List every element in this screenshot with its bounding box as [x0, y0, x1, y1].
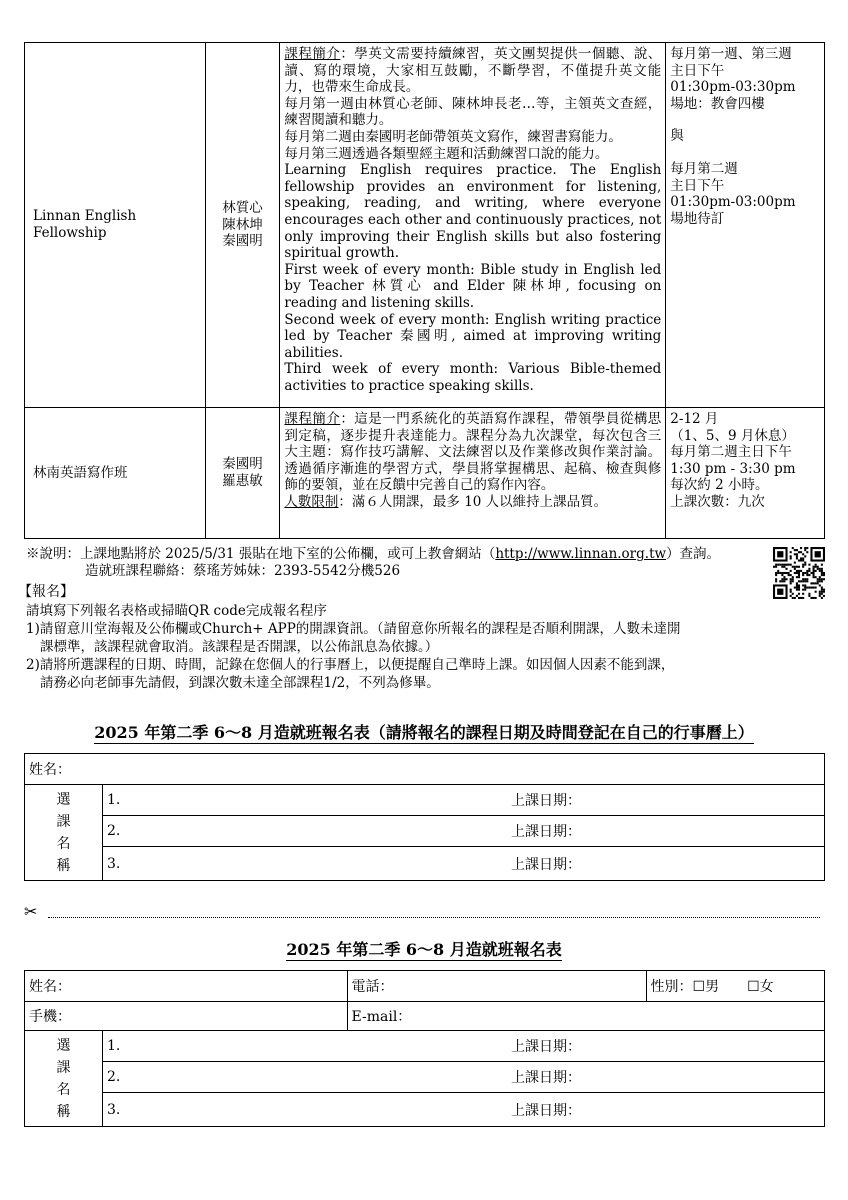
- limit-text: ：滿６人開課，最多 10 人以維持上課品質。: [338, 493, 608, 510]
- instruction-line: 2)請將所選課程的日期、時間，記錄在您個人的行事曆上，以便提醒自己準時上課。如因個人因素不能到課，: [26, 657, 675, 673]
- desc-line: 每月第一週由林質心老師、陳林坤長老…等，主領英文查經，練習閱讀和聽力。: [284, 95, 662, 129]
- desc-line: Third week of every month: Various Bible-themed activities to practice speaking skills.: [284, 361, 662, 394]
- teacher-name: 羅惠敏: [222, 473, 263, 489]
- signup-intro: 請填寫下列報名表格或掃瞄QR code完成報名程序: [26, 603, 327, 619]
- phone-field[interactable]: 電話：: [347, 971, 646, 1002]
- desc-line: Learning English requires practice. The English fellowship provides an environment for listening, speaking, reading, and writing, where everyone encourages each other and continuously practices, not only improving their English skills but also fostering spiritual growth.: [284, 162, 662, 262]
- schedule-line: 場地待訂: [670, 210, 725, 227]
- schedule-line: 每月第一週、第三週: [670, 46, 792, 62]
- dotted-divider: [48, 917, 820, 918]
- cut-line: [24, 902, 820, 923]
- schedule-line: 每月第二週: [670, 160, 738, 177]
- schedule-line: 主日下午: [670, 62, 725, 79]
- date-label: 上課日期：: [511, 793, 581, 809]
- desc-intro: ：學英文需要持續練習，英文團契提供一個聽、說、讀、寫的環境，大家相互鼓勵，不斷學習，不僅提升英文能力，也帶來生命成長。: [284, 46, 662, 96]
- course-table: [24, 42, 825, 539]
- schedule-line: 01:30pm-03:00pm: [670, 194, 796, 211]
- course-schedule: [666, 408, 825, 539]
- desc-label: 課程簡介: [284, 46, 341, 62]
- course-row-field[interactable]: 3. 上課日期：: [103, 1093, 825, 1127]
- course-description: [280, 43, 666, 408]
- schedule-line: 1:30 pm - 3:30 pm: [670, 460, 796, 477]
- course-select-label: 選 課 名 稱: [25, 785, 103, 881]
- desc-line: 每月第三週透過各類聖經主題和活動練習口說的能力。: [284, 145, 609, 162]
- instruction-line: 請務必向老師事先請假，到課次數未達全部課程1/2，不列為修畢。: [40, 675, 440, 691]
- instruction-line: 課標準，該課程就會取消。該課程是否開課，以公佈訊息為依據。）: [40, 639, 439, 655]
- schedule-line: （1、5、9 月休息）: [670, 427, 795, 444]
- registration-form-1: [24, 753, 825, 881]
- course-row: [25, 408, 825, 539]
- form-title: 2025 年第二季 6～8 月造就班報名表（請將報名的課程日期及時間登記在自己的行事曆上）: [94, 723, 754, 742]
- mobile-field[interactable]: 手機：: [25, 1002, 348, 1031]
- date-label: 上課日期：: [511, 856, 581, 873]
- course-description: [280, 408, 666, 539]
- schedule-line: 每月第二週主日下午: [670, 444, 792, 461]
- desc-line: 每月第二週由秦國明老師帶領英文寫作，練習書寫能力。: [284, 128, 622, 145]
- location-note: ※說明：上課地點將於 2025/5/31 張貼在地下室的公佈欄，或可上教會網站（http://www.linnan.org.tw）查詢。: [26, 546, 721, 562]
- date-label: 上課日期：: [511, 1102, 581, 1119]
- course-schedule: [666, 43, 825, 408]
- schedule-line: 與: [670, 128, 684, 145]
- schedule-spacer: [670, 145, 820, 161]
- desc-label: 課程簡介: [284, 411, 341, 427]
- course-row-field[interactable]: 3. 上課日期：: [103, 847, 825, 881]
- course-teachers: [205, 43, 280, 408]
- form-title: 2025 年第二季 6～8 月造就班報名表: [286, 940, 562, 959]
- desc-intro: ：這是一門系統化的英語寫作課程，帶領學員從構思到定稿，逐步提升表達能力。課程分為九次課堂，每次包含三大主題：寫作技巧講解、文法練習以及作業修改與作業討論。透過循序漸進的學習方式，學員將掌握構思、起稿、檢查與修飾的要領，並在反饋中完善自己的寫作內容。: [284, 411, 662, 494]
- schedule-line: 01:30pm-03:30pm: [670, 79, 796, 96]
- course-row-field[interactable]: 1. 上課日期：: [103, 1031, 825, 1062]
- email-field[interactable]: E-mail：: [347, 1002, 824, 1031]
- course-row-field[interactable]: 2. 上課日期：: [103, 1062, 825, 1093]
- teacher-name: 秦國明: [222, 233, 263, 250]
- scissors-icon: ✂: [24, 902, 38, 921]
- registration-form-2: [24, 970, 825, 1127]
- teacher-name: 林質心: [222, 200, 263, 217]
- course-name: Linnan English Fellowship: [25, 43, 206, 408]
- date-label: 上課日期：: [511, 1039, 581, 1055]
- instruction-line: 1)請留意川堂海報及公佈欄或Church+ APP的開課資訊。（請留意你所報名的課程是否順利開課，人數未達開: [26, 621, 681, 637]
- gender-field[interactable]: 性別：☐男 ☐女: [646, 971, 824, 1002]
- course-select-label: 選 課 名 稱: [25, 1031, 103, 1127]
- teacher-name: 秦國明: [222, 456, 263, 473]
- schedule-spacer: [670, 112, 820, 128]
- course-name: 林南英語寫作班: [25, 408, 206, 539]
- schedule-line: 主日下午: [670, 177, 725, 194]
- name-field[interactable]: 姓名：: [25, 754, 825, 785]
- teacher-name: 陳林坤: [222, 216, 263, 233]
- limit-label: 人數限制: [284, 493, 339, 510]
- schedule-line: 場地：教會四樓: [670, 95, 765, 112]
- desc-line: Second week of every month: English writing practice led by Teacher 秦國明, aimed at improving writing abilities.: [284, 311, 662, 361]
- course-row-field[interactable]: 2. 上課日期：: [103, 816, 825, 847]
- contact-note: 造就班課程聯絡：蔡瑤芳姊妹：2393-5542分機526: [85, 563, 401, 579]
- schedule-line: 上課次數：九次: [670, 493, 765, 510]
- schedule-line: 每次約 2 小時。: [670, 477, 769, 494]
- course-teachers: [205, 408, 280, 539]
- name-field[interactable]: 姓名：: [25, 971, 348, 1002]
- desc-line: First week of every month: Bible study in English led by Teacher 林質心 and Elder 陳林坤, focusing on reading and listening skills.: [284, 261, 662, 311]
- section-heading: 【報名】: [18, 584, 74, 600]
- course-row-field[interactable]: 1. 上課日期：: [103, 785, 825, 816]
- course-row: [25, 43, 825, 408]
- schedule-line: 2-12 月: [670, 411, 719, 427]
- qr-code-icon[interactable]: [773, 547, 825, 599]
- date-label: 上課日期：: [511, 824, 581, 840]
- website-link[interactable]: http://www.linnan.org.tw: [495, 546, 667, 562]
- date-label: 上課日期：: [511, 1070, 581, 1086]
